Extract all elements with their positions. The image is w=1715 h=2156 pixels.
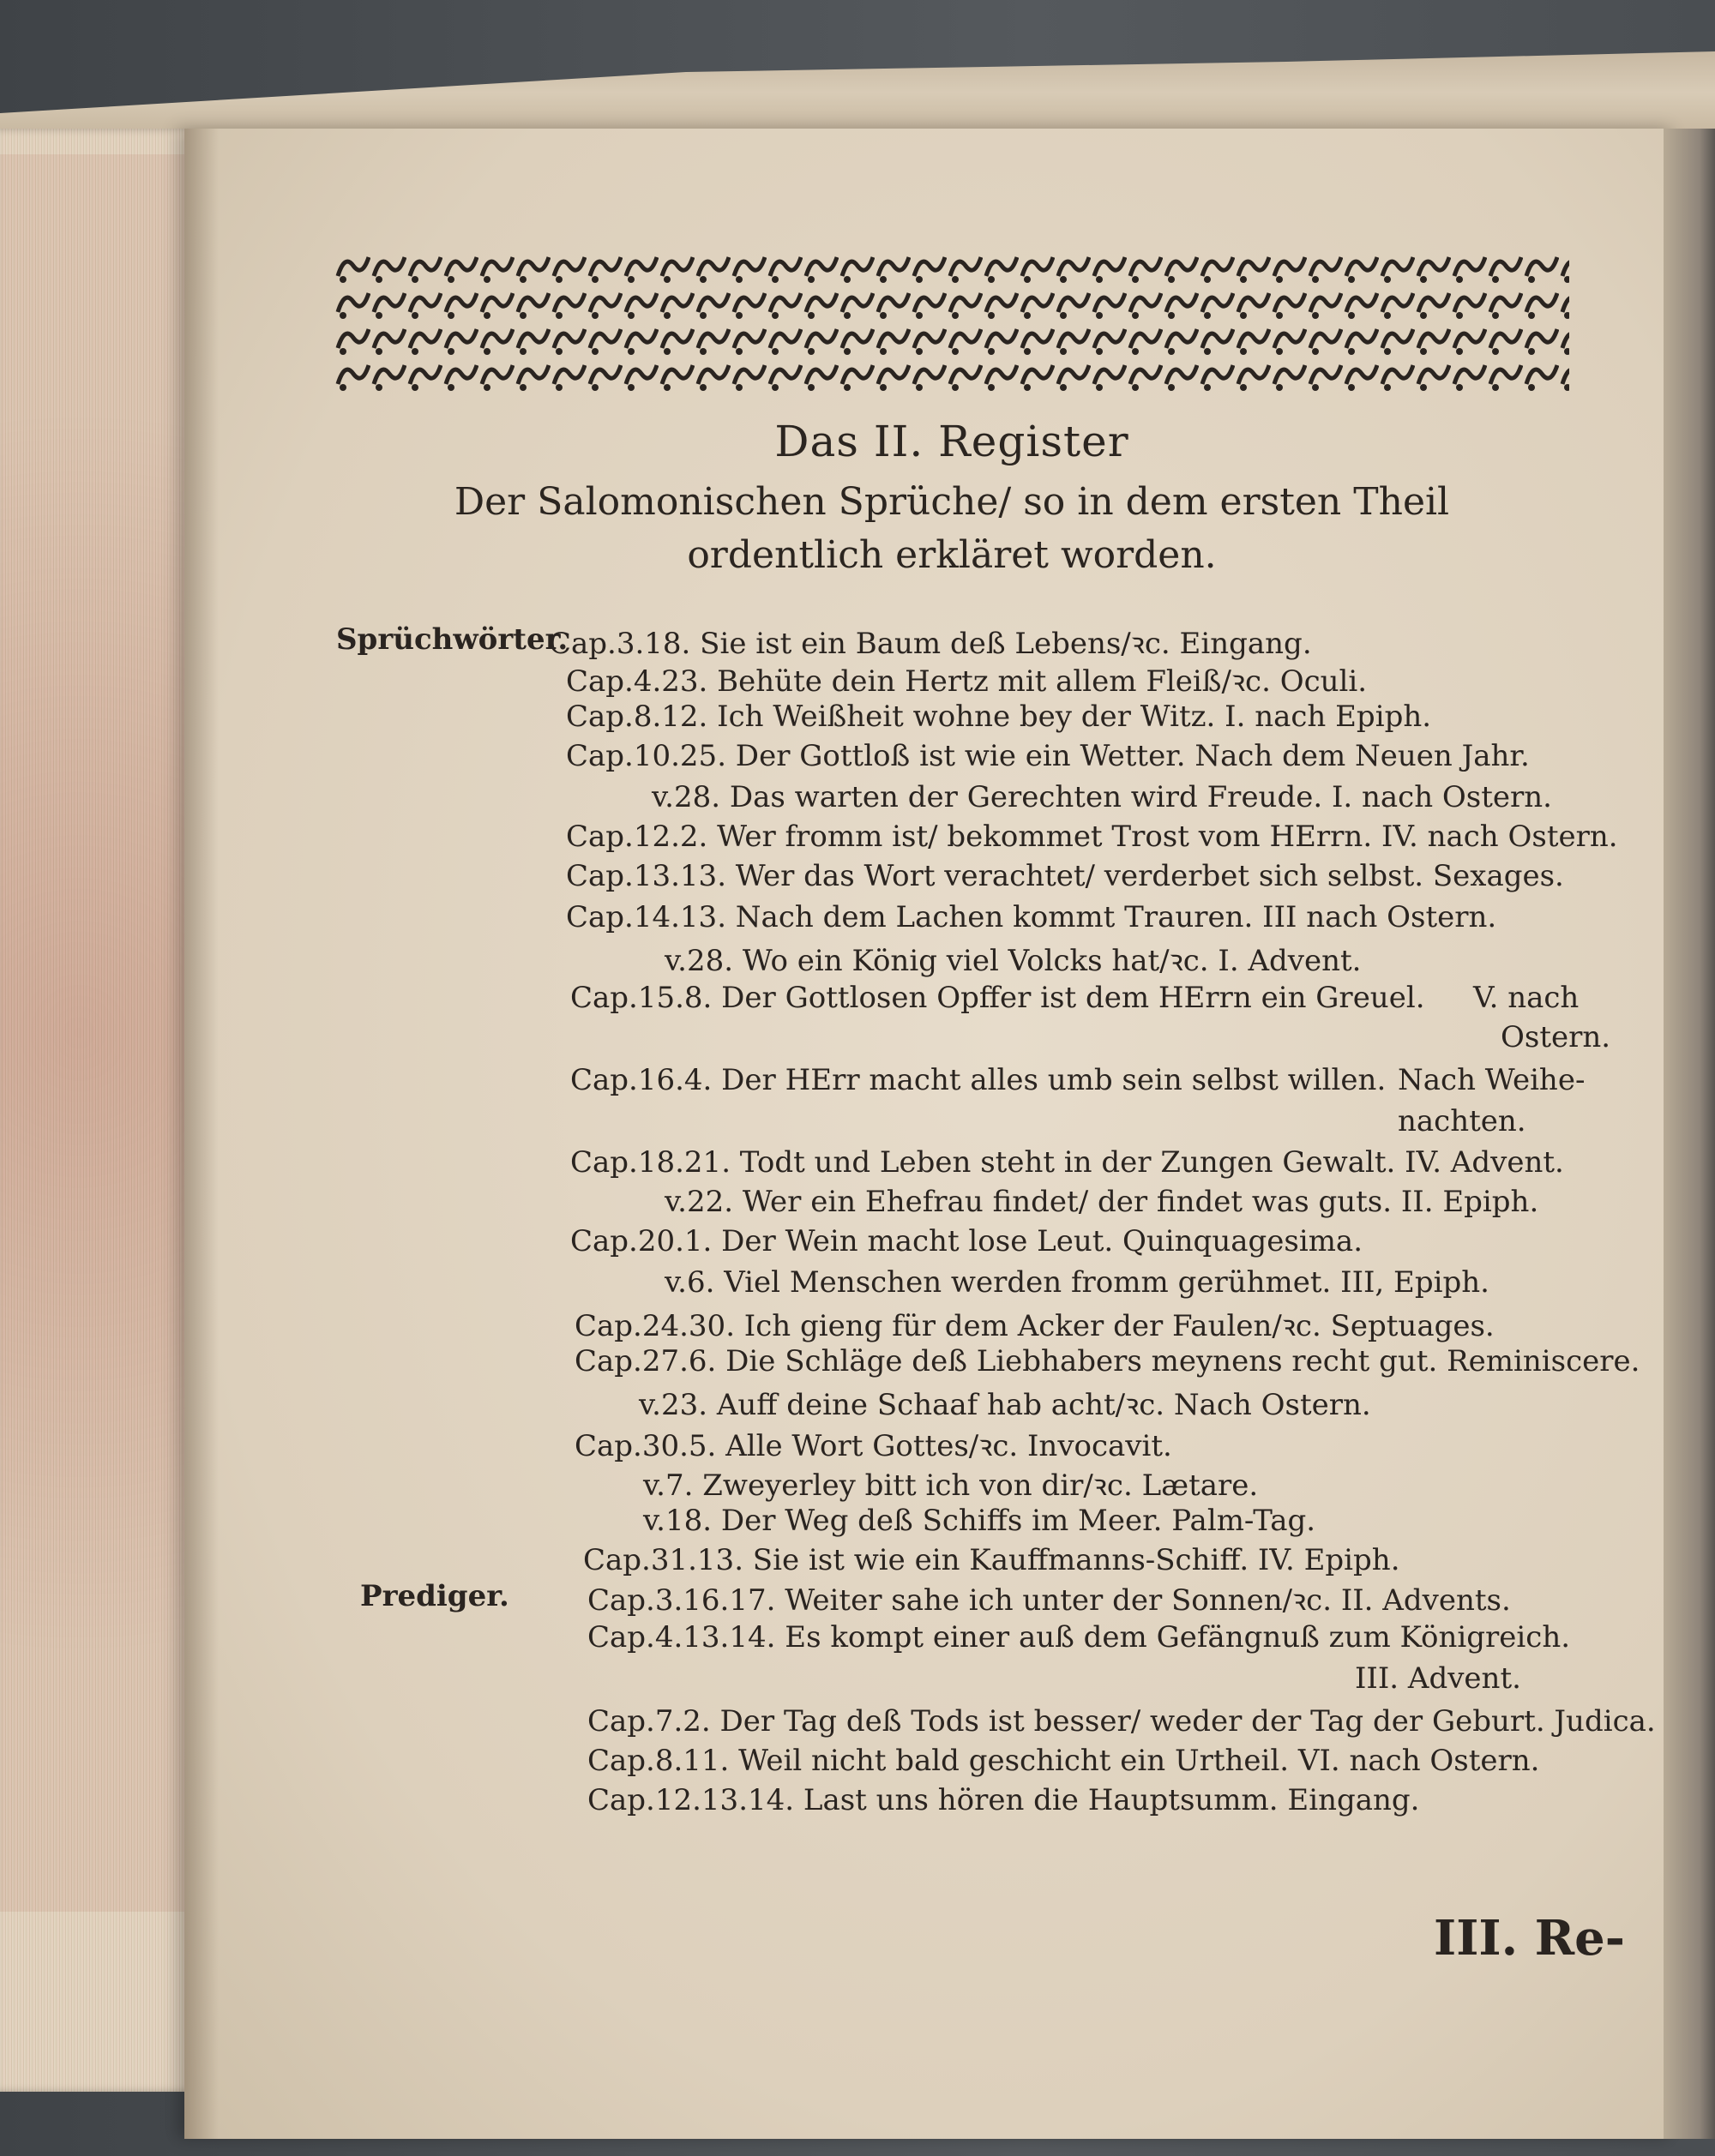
entry-11-note-cont: nachten. (1398, 1104, 1526, 1138)
entry-9: v.28. Wo ein König viel Volcks hat/ꝛc. I. Advent. (665, 944, 1362, 978)
entry-11: Cap.16.4. Der HErr macht alles umb sein selbst willen. (570, 1063, 1387, 1097)
register-subtitle-line1: Der Salomonischen Sprüche/ so in dem ersten Theil (454, 480, 1450, 524)
catchword: III. Re- (1434, 1910, 1625, 1967)
red-speckled-edge (0, 154, 197, 1912)
entry-10-note: V. nach (1473, 981, 1580, 1015)
entry-7: Cap.13.13. Wer das Wort verachtet/ verderbet sich selbst. Sexages. (566, 859, 1564, 893)
entry-22: Cap.31.13. Sie ist wie ein Kauffmanns-Schiff. IV. Epiph. (583, 1543, 1400, 1577)
entry-5: v.28. Das warten der Gerechten wird Freude. I. nach Ostern. (652, 780, 1552, 814)
entry-4: Cap.10.25. Der Gottloß ist wie ein Wetter. Nach dem Neuen Jahr. (566, 739, 1530, 773)
entry-14: Cap.20.1. Der Wein macht lose Leut. Quinquagesima. (570, 1224, 1363, 1258)
entry-2: Cap.4.23. Behüte dein Hertz mit allem Fleiß/ꝛc. Oculi. (566, 664, 1368, 699)
register-title: Das II. Register (774, 417, 1129, 466)
register-subtitle-line2: ordentlich erkläret worden. (687, 533, 1217, 577)
entry-15: v.6. Viel Menschen werden fromm gerühmet. III, Epiph. (665, 1265, 1489, 1300)
entry-23: Cap.3.16.17. Weiter sahe ich unter der Sonnen/ꝛc. II. Advents. (587, 1583, 1511, 1618)
entry-27: Cap.12.13.14. Last uns hören die Hauptsumm. Eingang. (587, 1783, 1420, 1817)
entry-16: Cap.24.30. Ich gieng für dem Acker der Faulen/ꝛc. Septuages. (575, 1309, 1495, 1343)
entry-25: Cap.7.2. Der Tag deß Tods ist besser/ weder der Tag der Geburt. Judica. (587, 1704, 1656, 1739)
entry-3: Cap.8.12. Ich Weißheit wohne bey der Witz. I. nach Epiph. (566, 700, 1432, 734)
section-label-sprichwoerter: Sprüchwörter. (336, 622, 569, 657)
page-gutter-shadow (184, 129, 219, 2139)
entry-24-note: III. Advent. (1355, 1661, 1521, 1696)
entry-18: v.23. Auff deine Schaaf hab acht/ꝛc. Nach Ostern. (639, 1388, 1371, 1422)
entry-17: Cap.27.6. Die Schläge deß Liebhabers meynens recht gut. Reminiscere. (575, 1344, 1640, 1378)
entry-13: v.22. Wer ein Ehefrau findet/ der findet was guts. II. Epiph. (665, 1185, 1539, 1219)
entry-10: Cap.15.8. Der Gottlosen Opffer ist dem HErrn ein Greuel. (570, 981, 1425, 1015)
entry-10-note-cont: Ostern. (1501, 1020, 1611, 1054)
entry-8: Cap.14.13. Nach dem Lachen kommt Trauren. III nach Ostern. (566, 900, 1497, 934)
page-right-fold (1664, 129, 1715, 2139)
entry-26: Cap.8.11. Weil nicht bald geschicht ein Urtheil. VI. nach Ostern. (587, 1744, 1540, 1778)
section-label-prediger: Prediger. (360, 1579, 509, 1613)
entry-11-note: Nach Weihe- (1398, 1063, 1586, 1097)
entry-12: Cap.18.21. Todt und Leben steht in der Zungen Gewalt. IV. Advent. (570, 1145, 1564, 1180)
entry-1: Cap.3.18. Sie ist ein Baum deß Lebens/ꝛc. Eingang. (549, 627, 1312, 661)
ornament-band (334, 250, 1569, 396)
entry-21: v.18. Der Weg deß Schiffs im Meer. Palm-Tag. (643, 1504, 1316, 1538)
entry-24: Cap.4.13.14. Es kompt einer auß dem Gefängnuß zum Königreich. (587, 1620, 1571, 1655)
entry-19: Cap.30.5. Alle Wort Gottes/ꝛc. Invocavit. (575, 1429, 1172, 1463)
ornament-graphic (334, 250, 1569, 396)
entry-20: v.7. Zweyerley bitt ich von dir/ꝛc. Lætare. (643, 1468, 1259, 1503)
entry-6: Cap.12.2. Wer fromm ist/ bekommet Trost vom HErrn. IV. nach Ostern. (566, 820, 1618, 854)
